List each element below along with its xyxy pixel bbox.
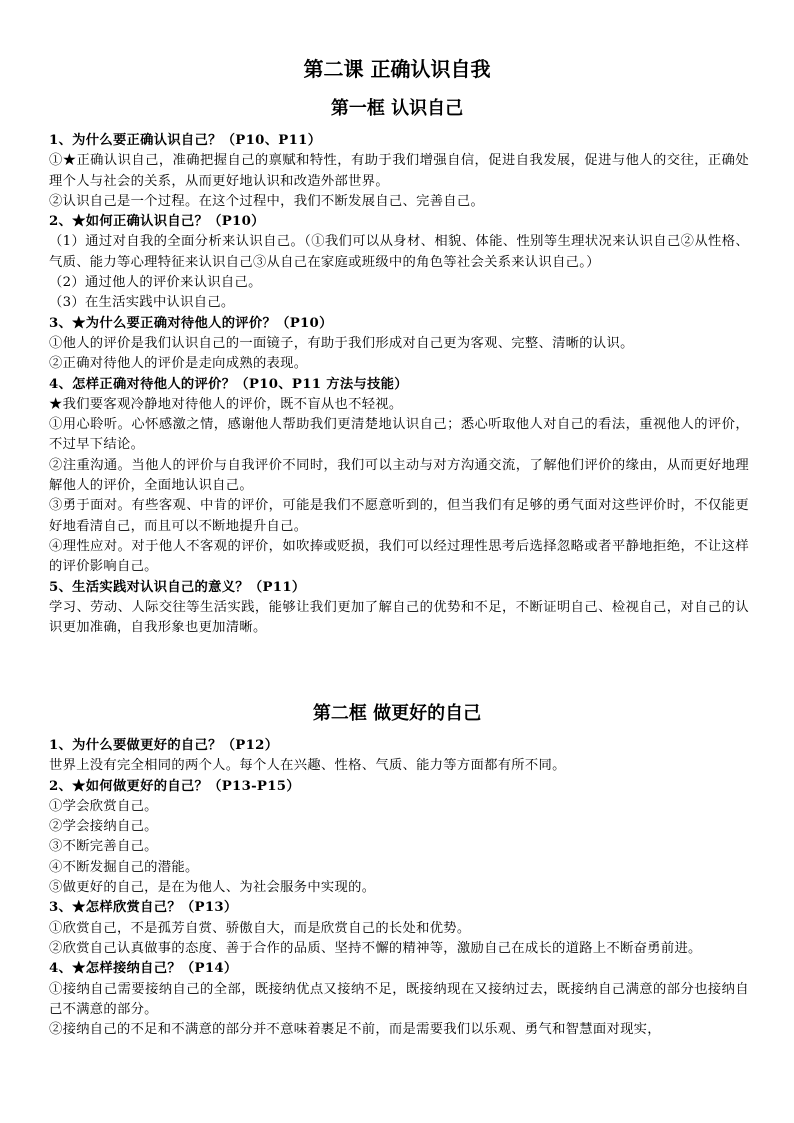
answer-paragraph: （2）通过他人的评价来认识自己。	[49, 275, 262, 291]
frame-2-title: 第二框 做更好的自己	[312, 703, 482, 724]
question-heading: 4、怎样正确对待他人的评价？（P10、P11 方法与技能）	[49, 376, 408, 392]
question-heading: 3、★怎样欣赏自己？（P13）	[49, 900, 238, 916]
answer-paragraph: ①接纳自己需要接纳自己的全部，既接纳优点又接纳不足，既接纳现在又接纳过去，既接纳自己满意的部分也接纳自己不满意的部分。	[49, 981, 749, 1017]
frame-1-title: 第一框 认识自己	[330, 98, 464, 119]
answer-paragraph: ①★正确认识自己，准确把握自己的禀赋和特性，有助于我们增强自信，促进自我发展，促进与他人的交往，正确处理个人与社会的关系，从而更好地认识和改造外部世界。	[49, 153, 749, 189]
answer-paragraph: ③勇于面对。有些客观、中肯的评价，可能是我们不愿意听到的，但当我们有足够的勇气面对这些评价时，不仅能更好地看清自己，而且可以不断地提升自己。	[49, 498, 749, 534]
question-heading: 1、为什么要正确认识自己？（P10、P11）	[49, 133, 322, 148]
question-heading: 3、★为什么要正确对待他人的评价？（P10）	[49, 315, 333, 331]
answer-paragraph: ①他人的评价是我们认识自己的一面镜子，有助于我们形成对自己更为客观、完整、清晰的认识。	[49, 335, 634, 351]
answer-paragraph: ②认识自己是一个过程。在这个过程中，我们不断发展自己、完善自己。	[49, 193, 485, 209]
answer-paragraph: ①欣赏自己，不是孤芳自赏、骄傲自大，而是欣赏自己的长处和优势。	[49, 920, 471, 936]
frame-2-content	[49, 736, 749, 1040]
question-heading: 2、★如何做更好的自己？（P13-P15）	[49, 778, 300, 794]
answer-paragraph: ②学会接纳自己。	[49, 819, 158, 835]
answer-paragraph: 世界上没有完全相同的两个人。每个人在兴趣、性格、气质、能力等方面都有所不同。	[49, 758, 566, 774]
question-heading: 5、生活实践对认识自己的意义？（P11）	[49, 579, 306, 595]
answer-paragraph: ④理性应对。对于他人不客观的评价，如吹捧或贬损，我们可以经过理性思考后选择忽略或者平静地拒绝，不让这样的评价影响自己。	[49, 538, 749, 575]
answer-paragraph: ②正确对待他人的评价是走向成熟的表现。	[49, 356, 308, 372]
question-heading: 4、★怎样接纳自己？（P14）	[49, 961, 238, 977]
answer-paragraph: （1）通过对自我的全面分析来认识自己。（①我们可以从身材、相貌、体能、性别等生理状况来认识自己②从性格、气质、能力等心理特征来认识自己③从自己在家庭或班级中的角色等社会关系来认识自己。）	[49, 234, 749, 270]
answer-paragraph: ④不断发掘自己的潜能。	[49, 859, 199, 875]
answer-paragraph: ③不断完善自己。	[49, 839, 158, 855]
answer-paragraph: ②接纳自己的不足和不满意的部分并不意味着裹足不前，而是需要我们以乐观、勇气和智慧面对现实，	[49, 1022, 661, 1038]
question-heading: 1、为什么要做更好的自己？（P12）	[49, 738, 279, 753]
question-heading: 2、★如何正确认识自己？（P10）	[49, 214, 265, 230]
answer-paragraph: ★我们要客观冷静地对待他人的评价，既不盲从也不轻视。	[49, 396, 403, 412]
answer-paragraph: ②欣赏自己认真做事的态度、善于合作的品质、坚持不懈的精神等，激励自己在成长的道路上不断奋勇前进。	[49, 940, 702, 956]
answer-paragraph: ⑤做更好的自己，是在为他人、为社会服务中实现的。	[49, 880, 376, 896]
lesson-title: 第二课 正确认识自我	[303, 57, 491, 81]
answer-paragraph: ①用心聆听。心怀感激之情，感谢他人帮助我们更清楚地认识自己；悉心听取他人对自己的看法，重视他人的评价，不过早下结论。	[49, 417, 749, 453]
answer-paragraph: 学习、劳动、人际交往等生活实践，能够让我们更加了解自己的优势和不足，不断证明自己、检视自己，对自己的认识更加准确，自我形象也更加清晰。	[49, 599, 749, 636]
answer-paragraph: ①学会欣赏自己。	[49, 798, 158, 814]
answer-paragraph: （3）在生活实践中认识自己。	[49, 295, 235, 311]
answer-paragraph: ②注重沟通。当他人的评价与自我评价不同时，我们可以主动与对方沟通交流，了解他们评价的缘由，从而更好地理解他人的评价，全面地认识自己。	[49, 457, 749, 494]
frame-1-content	[49, 131, 749, 638]
